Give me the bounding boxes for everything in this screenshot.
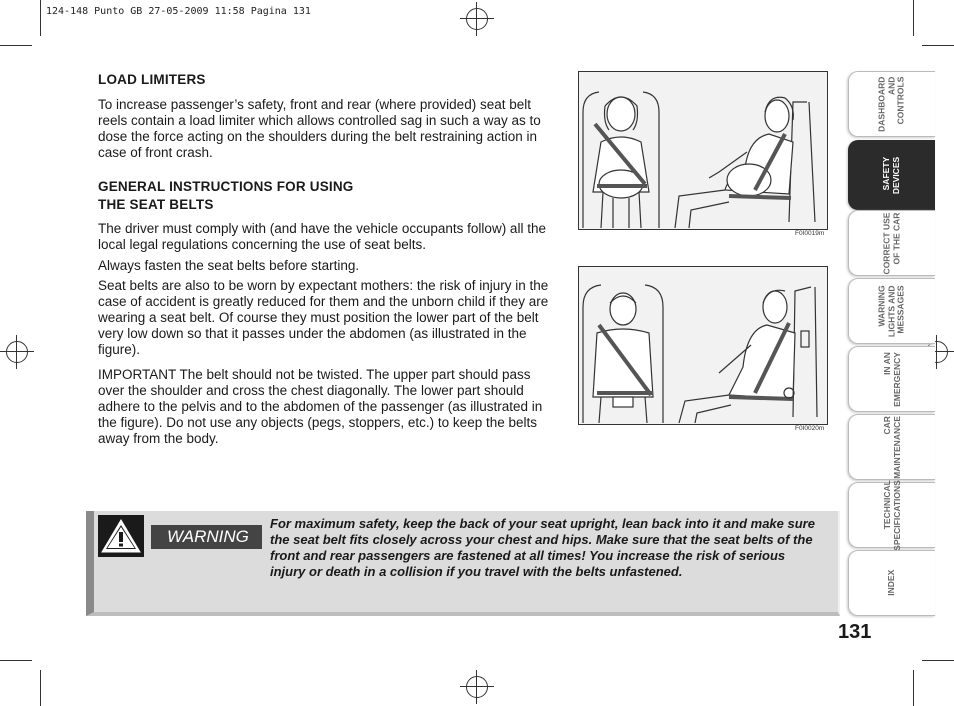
general-instructions-heading-line1: GENERAL INSTRUCTIONS FOR USING <box>98 179 354 194</box>
crop-mark <box>913 0 914 36</box>
registration-mark <box>0 335 34 369</box>
tab-label: TECHNICAL SPECIFICATIONS <box>881 479 901 551</box>
tab-label: CORRECT USE OF THE CAR <box>881 212 901 274</box>
tab-warning-lights-and-messages[interactable] <box>848 278 935 344</box>
page-number: 131 <box>838 621 872 643</box>
registration-mark <box>460 2 494 36</box>
general-instructions-para-1: The driver must comply with (and have the vehicle occupants follow) all the local legal regulations concerning the use of seat belts. <box>98 221 546 252</box>
tab-label: DASHBOARD AND CONTROLS <box>876 76 906 132</box>
tab-in-an-emergency[interactable] <box>848 346 935 412</box>
figure-pregnant-woman-seat-belt <box>578 71 828 230</box>
tab-label: WARNING LIGHTS AND MESSAGES <box>876 285 906 337</box>
crop-mark <box>40 0 41 36</box>
registration-mark <box>460 670 494 704</box>
crop-mark <box>913 670 914 706</box>
warning-triangle-icon <box>98 515 144 557</box>
crop-mark <box>40 670 41 706</box>
tab-car-maintenance[interactable] <box>848 414 935 480</box>
tab-label: IN AN EMERGENCY <box>881 351 901 407</box>
crop-mark <box>0 45 32 46</box>
warning-badge: WARNING <box>151 525 262 549</box>
general-instructions-para-2: Always fasten the seat belts before starting. <box>98 258 360 273</box>
tab-label: SAFETY DEVICES <box>881 156 901 194</box>
tab-correct-use-of-the-car[interactable] <box>848 210 935 276</box>
tab-dashboard-and-controls[interactable] <box>848 71 935 137</box>
general-instructions-heading-line2: THE SEAT BELTS <box>98 197 214 212</box>
crop-mark <box>922 660 954 661</box>
tab-safety-devices[interactable] <box>848 140 935 210</box>
general-instructions-para-3: Seat belts are also to be worn by expectant mothers: the risk of injury in the case of accident is greatly reduced for them and the unborn child if they are wearing a seat belt. Of course they must position the lower part of the belt very low down so that it passes under the abdomen (as illustrated in the figure). <box>98 278 549 357</box>
load-limiters-body: To increase passenger’s safety, front and rear (where provided) seat belt reels contain a load limiter which allows controlled sag in such a way as to dose the force acting on the shoulders during the belt restraining action in case of front crash. <box>98 97 541 160</box>
general-instructions-para-4: IMPORTANT The belt should not be twisted. The upper part should pass over the shoulder and cross the chest diagonally. The lower part should adhere to the pelvis and to the abdomen of the passenger (as illustrated in the figure). Do not use any objects (pegs, stoppers, etc.) to keep the belts away from the body. <box>98 367 543 446</box>
figure-caption: F0I0019m <box>795 230 825 237</box>
load-limiters-heading: LOAD LIMITERS <box>98 72 206 87</box>
print-header: 124-148 Punto GB 27-05-2009 11:58 Pagina 131 <box>46 6 311 17</box>
tab-label: CAR MAINTENANCE <box>881 415 901 479</box>
pregnant-woman-illustration <box>579 72 827 229</box>
crop-mark <box>0 660 32 661</box>
tab-index[interactable] <box>848 550 935 616</box>
tab-technical-specifications[interactable] <box>848 479 935 551</box>
figure-man-seat-belt <box>578 266 828 425</box>
crop-mark <box>922 45 954 46</box>
warning-text: For maximum safety, keep the back of your seat upright, lean back into it and make sure the seat belt fits closely across your chest and hips. Make sure that the seat belts of the front and rear passengers are fastened at all times! You increase the risk of serious injury or death in a collision if you travel with the belts unfastened. <box>270 516 815 579</box>
tab-label: INDEX <box>886 570 897 596</box>
man-seat-belt-illustration <box>579 267 827 424</box>
figure-caption: F0I0020m <box>795 425 825 432</box>
